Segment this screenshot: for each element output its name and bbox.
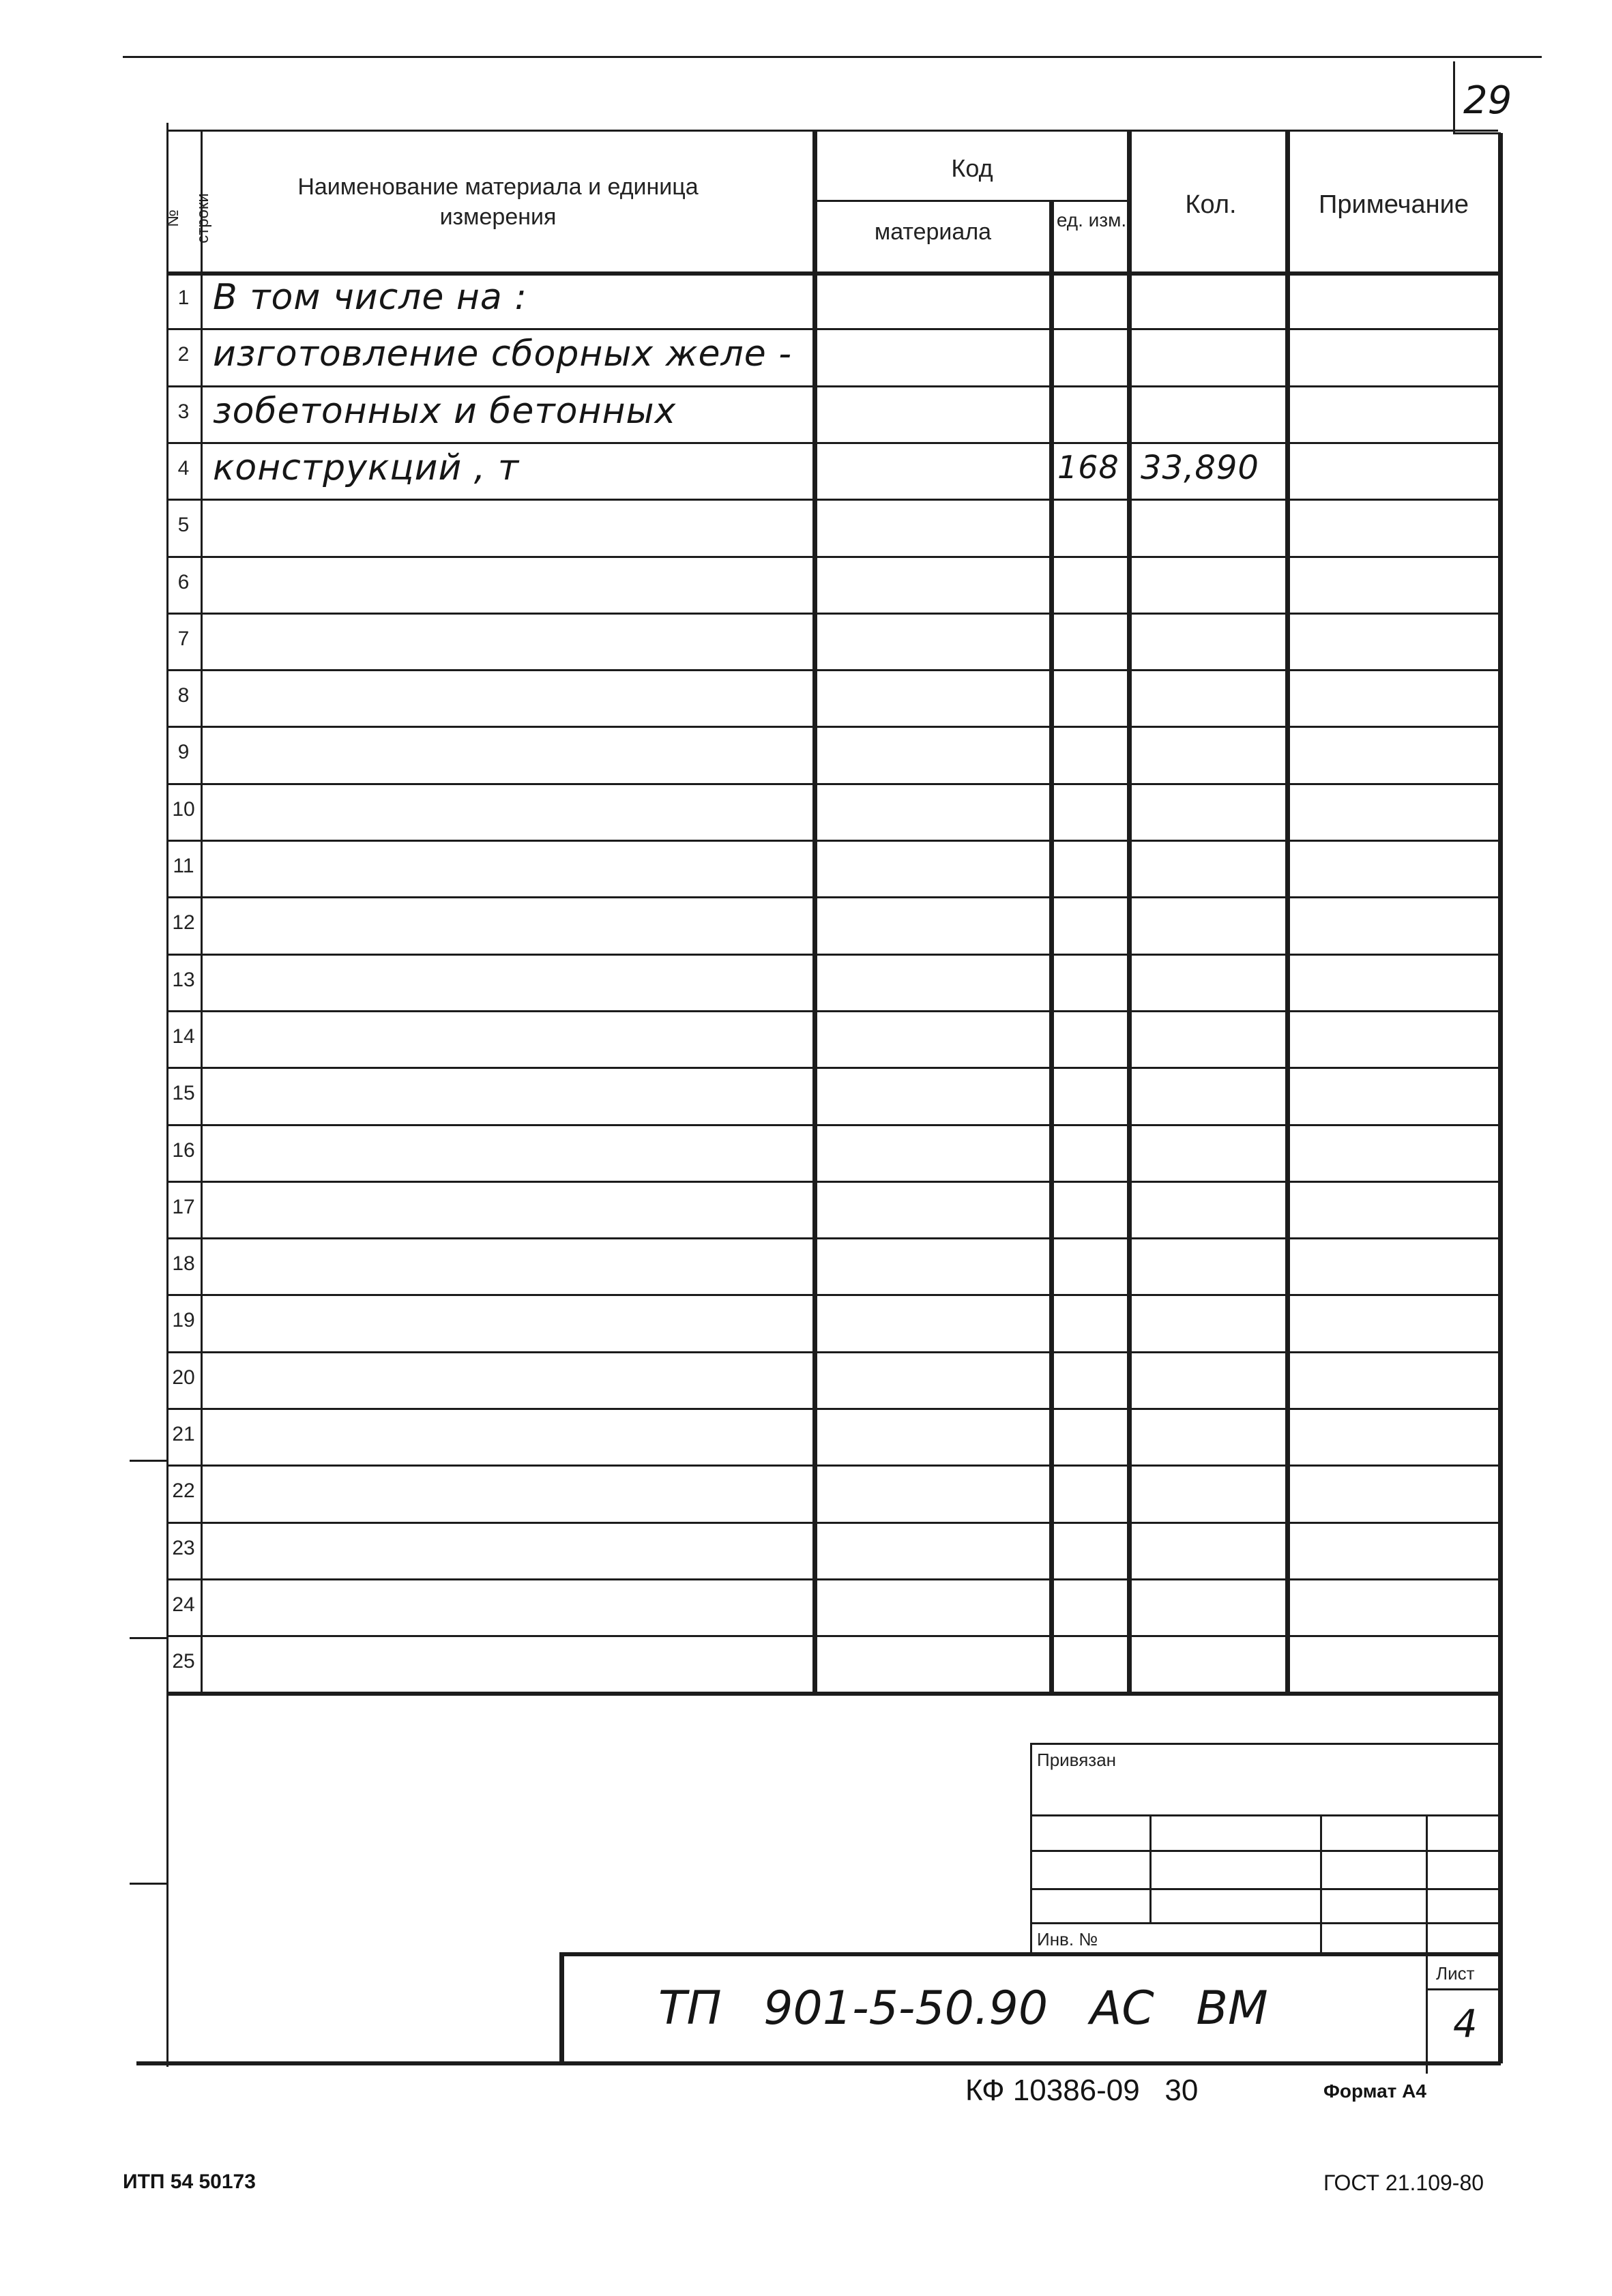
document-designation: ТП 901-5-50.90 АС ВМ bbox=[658, 1982, 1268, 2035]
stamp-grid-line-2 bbox=[1030, 1850, 1501, 1852]
col-unit-divider bbox=[1127, 130, 1132, 1692]
header-top-line bbox=[166, 130, 1498, 132]
row-number: 13 bbox=[172, 968, 195, 991]
row-line bbox=[166, 328, 1498, 330]
row-line bbox=[166, 1294, 1498, 1296]
sheet-label: Лист bbox=[1436, 1963, 1475, 1984]
row-line bbox=[166, 1351, 1498, 1353]
row-unit-code: 168 bbox=[1057, 448, 1119, 486]
row-line bbox=[166, 613, 1498, 615]
row-line bbox=[166, 556, 1498, 558]
row-number: 5 bbox=[177, 514, 190, 537]
table-bottom-line bbox=[166, 1692, 1498, 1696]
row-number: 3 bbox=[177, 400, 190, 423]
header-note: Примечание bbox=[1319, 190, 1469, 219]
row-line bbox=[166, 1578, 1498, 1580]
row-line bbox=[166, 1522, 1498, 1524]
col-material-divider bbox=[1049, 200, 1054, 1692]
row-line bbox=[166, 1237, 1498, 1239]
row-number: 11 bbox=[173, 855, 194, 877]
row-line bbox=[166, 1010, 1498, 1012]
designation-left-line bbox=[559, 1952, 564, 2061]
row-number: 12 bbox=[172, 911, 195, 934]
row-number: 16 bbox=[172, 1138, 195, 1162]
header-bottom-line bbox=[166, 271, 1498, 276]
stamp-grid-col-3 bbox=[1426, 1814, 1428, 2074]
row-line bbox=[166, 1635, 1498, 1637]
row-number: 7 bbox=[177, 627, 190, 650]
col-number-divider bbox=[201, 130, 203, 1692]
sheet-number: 4 bbox=[1453, 2002, 1478, 2046]
order-number: КФ 10386-09 30 bbox=[965, 2074, 1199, 2107]
row-number: 4 bbox=[177, 456, 190, 480]
row-name: зобетонных и бетонных bbox=[213, 390, 677, 432]
row-line bbox=[166, 1067, 1498, 1069]
privyazan-label: Привязан bbox=[1037, 1750, 1117, 1770]
row-number: 24 bbox=[172, 1593, 195, 1616]
sheet-corner-number: 29 bbox=[1463, 78, 1512, 123]
code-split-line bbox=[815, 200, 1129, 202]
row-number: 20 bbox=[172, 1366, 195, 1389]
row-line bbox=[166, 1408, 1498, 1410]
stamp-grid-line-4 bbox=[1030, 1922, 1501, 1924]
row-name: В том числе на : bbox=[213, 277, 527, 318]
header-code: Код bbox=[951, 154, 993, 182]
row-number: 19 bbox=[172, 1309, 195, 1332]
row-line bbox=[166, 442, 1498, 444]
binding-mark-2 bbox=[130, 1637, 168, 1639]
row-line bbox=[166, 1465, 1498, 1467]
row-number: 23 bbox=[172, 1536, 195, 1559]
row-number: 8 bbox=[177, 684, 190, 707]
page-bottom-line bbox=[136, 2061, 1501, 2065]
binding-mark-1 bbox=[130, 1460, 168, 1462]
row-number: 14 bbox=[172, 1025, 195, 1048]
header-code-material: материала bbox=[874, 219, 992, 245]
row-name: конструкций , т bbox=[213, 447, 520, 488]
stamp-grid-col-1 bbox=[1149, 1814, 1152, 1924]
sheet-label-line bbox=[1426, 1988, 1501, 1990]
format-label: Формат А4 bbox=[1323, 2080, 1426, 2102]
row-number: 18 bbox=[172, 1252, 195, 1276]
row-number: 9 bbox=[177, 741, 190, 764]
row-number: 15 bbox=[172, 1082, 195, 1105]
row-number: 1 bbox=[177, 286, 190, 309]
corner-box-bottom bbox=[1453, 132, 1501, 134]
stamp-grid-line-1 bbox=[1030, 1814, 1501, 1816]
header-row-number: № строки bbox=[164, 193, 212, 244]
row-number: 25 bbox=[172, 1650, 195, 1673]
row-line bbox=[166, 726, 1498, 728]
row-line bbox=[166, 1124, 1498, 1126]
row-number: 21 bbox=[172, 1423, 195, 1445]
row-line bbox=[166, 1181, 1498, 1183]
header-code-unit: ед. изм. bbox=[1056, 209, 1127, 231]
row-line bbox=[166, 954, 1498, 956]
col-name-divider bbox=[812, 130, 817, 1692]
inv-no-label: Инв. № bbox=[1037, 1929, 1098, 1949]
row-line bbox=[166, 896, 1498, 898]
row-line bbox=[166, 783, 1498, 785]
header-name: Наименование материала и единица измерения bbox=[297, 174, 699, 230]
row-number: 2 bbox=[177, 343, 190, 366]
row-number: 6 bbox=[177, 570, 190, 593]
header-quantity: Кол. bbox=[1185, 190, 1237, 219]
footer-left-code: ИТП 54 50173 bbox=[123, 2170, 256, 2193]
stamp-grid-col-2 bbox=[1320, 1814, 1322, 1954]
row-quantity: 33,890 bbox=[1141, 448, 1259, 487]
row-number: 22 bbox=[172, 1480, 195, 1503]
designation-top-line bbox=[559, 1952, 1501, 1956]
row-name: изготовление сборных желе - bbox=[213, 334, 793, 375]
binding-mark-3 bbox=[130, 1883, 168, 1885]
row-line bbox=[166, 385, 1498, 387]
row-number: 17 bbox=[172, 1195, 195, 1218]
row-line bbox=[166, 499, 1498, 501]
row-line bbox=[166, 669, 1498, 671]
col-qty-divider bbox=[1285, 130, 1290, 1692]
row-line bbox=[166, 840, 1498, 842]
stamp-top-line bbox=[1030, 1743, 1501, 1745]
stamp-grid-line-3 bbox=[1030, 1888, 1501, 1890]
corner-box-left bbox=[1453, 61, 1455, 133]
top-border-line bbox=[123, 56, 1542, 58]
frame-right-line bbox=[1498, 133, 1503, 2063]
row-number: 10 bbox=[172, 797, 195, 821]
footer-gost: ГОСТ 21.109-80 bbox=[1323, 2170, 1484, 2195]
